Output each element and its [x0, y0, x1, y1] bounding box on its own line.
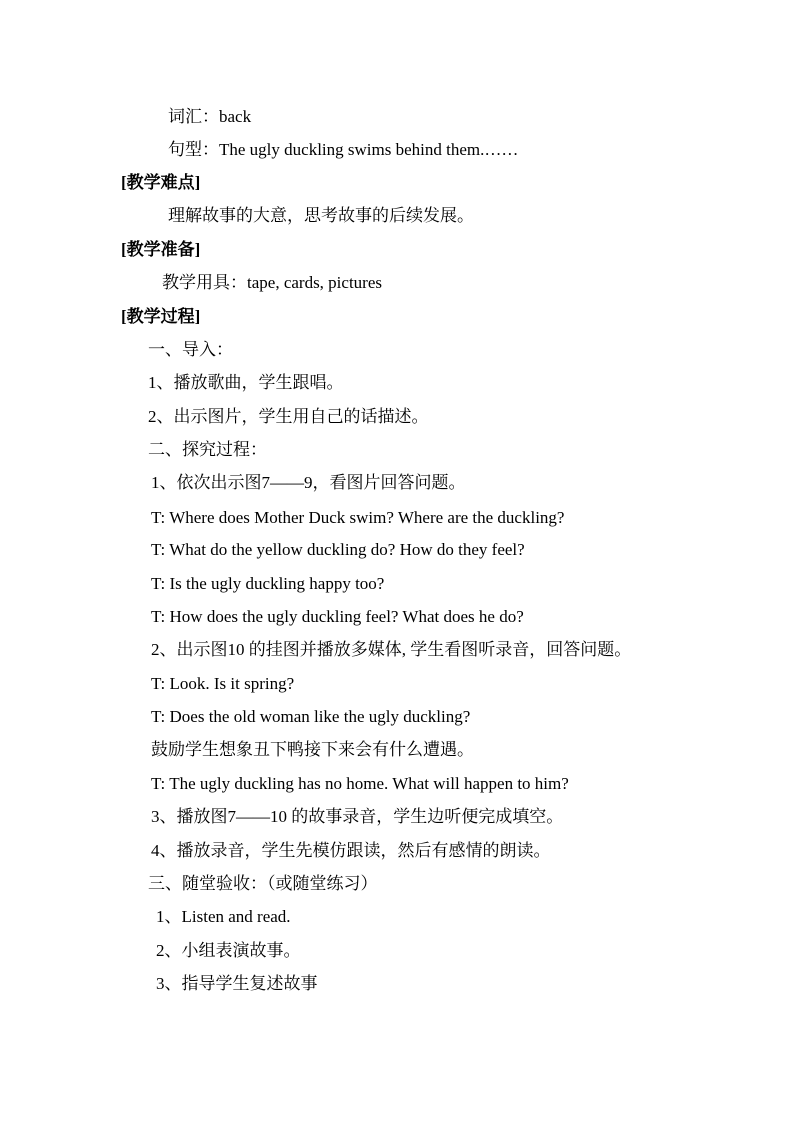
process-section-intro: 一、导入：: [148, 340, 233, 359]
process-item: 1、Listen and read.: [156, 907, 291, 926]
process-item: 2、出示图片，学生用自己的话描述。: [148, 407, 429, 426]
process-question: T: Does the old woman like the ugly duckling?: [151, 707, 471, 726]
process-item: 鼓励学生想象丑下鸭接下来会有什么遭遇。: [151, 740, 474, 759]
process-heading: [教学过程]: [121, 307, 201, 326]
process-item: 2、出示图10 的挂图并播放多媒体, 学生看图听录音，回答问题。: [151, 640, 632, 659]
process-item: 3、指导学生复述故事: [156, 974, 318, 993]
process-item: 1、播放歌曲，学生跟唱。: [148, 373, 344, 392]
process-question: T: What do the yellow duckling do? How do they feel?: [151, 540, 525, 559]
process-item: 1、依次出示图7——9，看图片回答问题。: [151, 473, 466, 492]
process-question: T: Where does Mother Duck swim? Where are the duckling?: [151, 508, 565, 527]
process-question: T: Look. Is it spring?: [151, 674, 295, 693]
process-item: 4、播放录音，学生先模仿跟读，然后有感情的朗读。: [151, 841, 551, 860]
difficulty-heading: [教学难点]: [121, 173, 201, 192]
preparation-text: 教学用具：tape, cards, pictures: [162, 273, 382, 292]
process-item: 3、播放图7——10 的故事录音，学生边听便完成填空。: [151, 807, 564, 826]
process-section-check: 三、随堂验收：（或随堂练习）: [148, 874, 378, 893]
process-question: T: How does the ugly duckling feel? What does he do?: [151, 607, 524, 626]
process-question: T: The ugly duckling has no home. What will happen to him?: [151, 774, 569, 793]
vocabulary-line: 词汇：back: [168, 107, 252, 126]
preparation-heading: [教学准备]: [121, 240, 201, 259]
process-section-explore: 二、探究过程：: [148, 440, 267, 459]
sentence-pattern-line: 句型：The ugly duckling swims behind them.……: [168, 140, 519, 159]
process-question: T: Is the ugly duckling happy too?: [151, 574, 385, 593]
difficulty-text: 理解故事的大意，思考故事的后续发展。: [168, 206, 474, 225]
process-item: 2、小组表演故事。: [156, 941, 301, 960]
